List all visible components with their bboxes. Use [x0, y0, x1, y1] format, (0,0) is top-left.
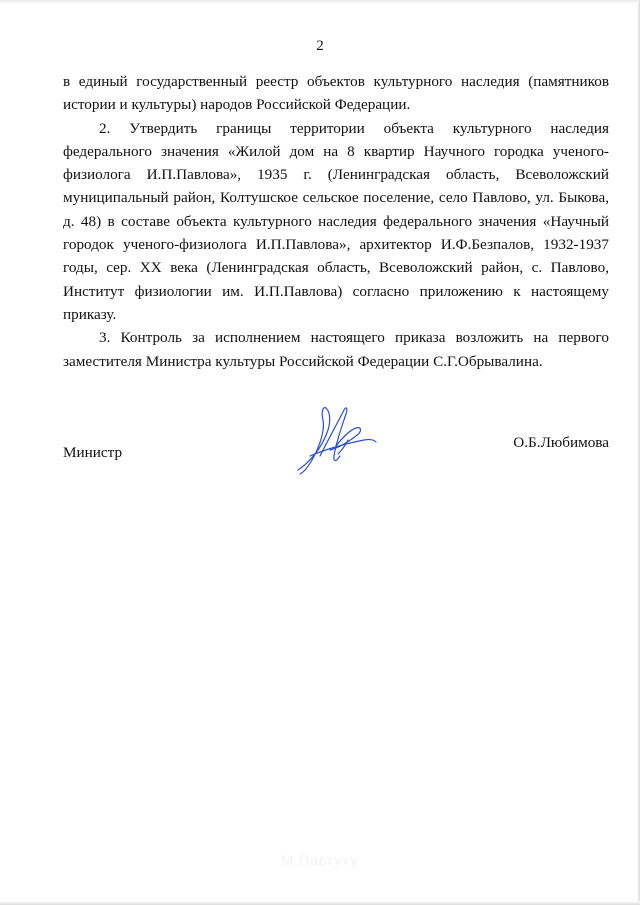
- paragraph-continuation: в единый государственный реестр объектов культурного наследия (памятников истории и культуры) народов Российской Федерации.: [63, 73, 609, 114]
- scan-edge-bottom: [0, 901, 640, 905]
- paragraph-item-3: 3. Контроль за исполнением настоящего приказа возложить на первого заместителя Министра культуры Российской Федерации С.Г.Обрывалина.: [63, 329, 609, 370]
- paragraph-item-2: 2. Утвердить границы территории объекта культурного наследия федерального значения «Жилой дом на 8 квартир Научного городка ученого-физиолога И.П.Павлова», 1935 г. (Ленинградская область, Всеволожский муниципальный район, Колтушское сельское поселение, село Павлово, ул. Быкова, д. 48) в составе объекта культурного наследия федерального значения «Научный городок ученого-физиолога И.П.Павлова», архитектор И.Ф.Безпалов, 1932-1937 годы, сер. XX века (Ленинградская область, Всеволожский район, с. Павлово, Институт физиологии им. И.П.Павлова) согласно приложению к настоящему приказу.: [63, 119, 609, 323]
- scan-edge-top: [0, 0, 640, 4]
- signature-block: [63, 400, 609, 480]
- handwritten-signature: [290, 400, 380, 480]
- signer-name: О.Б.Любимова: [513, 434, 609, 451]
- signer-position: Министр: [63, 444, 123, 461]
- registration-watermark: М.Пастуху: [281, 852, 359, 868]
- document-body: [63, 70, 609, 373]
- page-number: 2: [316, 38, 324, 54]
